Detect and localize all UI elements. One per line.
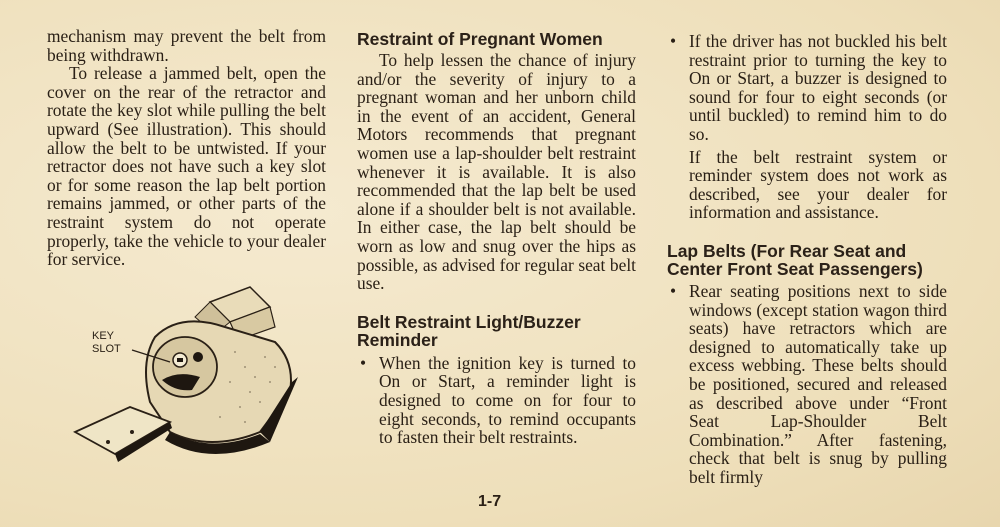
list-item	[667, 32, 947, 144]
bullet-text-light: When the ignition key is turned to On or Start, a reminder light is designed to come on for four to eight seconds, to remind occupants to fasten their belt restraints.	[379, 352, 636, 448]
page-number: 1-7	[478, 493, 502, 510]
bullet-text-buzzer: If the driver has not buckled his belt restraint prior to turning the key to On or Start, a buzzer is designed to sound for four to eight seconds (or until buckled) to remind him to do so.	[689, 31, 947, 144]
column-left	[47, 27, 326, 269]
column-right	[667, 32, 947, 486]
key-label: KEY	[92, 330, 115, 342]
list-item	[357, 354, 636, 447]
list-item	[667, 282, 947, 487]
heading-pregnant-women: Restraint of Pregnant Women	[357, 29, 603, 49]
retractor-illustration	[60, 282, 310, 472]
bullet-list-buzzer	[667, 32, 947, 144]
column-middle	[357, 30, 636, 447]
paragraph-see-dealer: If the belt restraint system or reminder system does not work as described, see your dealer for information and assistance.	[689, 146, 947, 223]
bullet-icon: •	[670, 31, 677, 51]
paragraph-pregnant-women: To help lessen the chance of injury and/or the severity of injury to a pregnant woman and her unborn child in the event of an accident, General Motors recommends that pregnant women use a lap-shoulder belt restraint whenever it is available. It is also recommended that the lap belt be used alone if a shoulder belt is not available. In either case, the lap belt should be worn as low and snug over the hips as possible, as advised for regular seat belt use.	[357, 50, 636, 294]
slot-label: SLOT	[92, 343, 121, 355]
heading-lap-belts: Lap Belts (For Rear Seat and Center Front Seat Passengers)	[667, 240, 923, 279]
paragraph-belt-withdrawn: mechanism may prevent the belt from being withdrawn.	[47, 26, 326, 65]
paragraph-release-jammed-belt: To release a jammed belt, open the cover on the rear of the retractor and rotate the key slot while pulling the belt upward (See illustration). This should allow the belt to be untwisted. If your retractor does not have such a key slot or for some reason the lap belt portion remains jammed, or other parts of the restraint system do not operate properly, take the vehicle to your dealer for service.	[47, 63, 326, 270]
bullet-list-lap-belts	[667, 282, 947, 487]
heading-buzzer-reminder: Belt Restraint Light/Buzzer Reminder	[357, 311, 581, 350]
bullet-icon: •	[670, 280, 677, 301]
bullet-list-reminder	[357, 354, 636, 447]
bullet-icon: •	[360, 352, 367, 373]
bullet-text-rear-seats: Rear seating positions next to side windows (except station wagon third seats) have retractors which are designed to automatically take up excess webbing. These belts should be positioned, secured and released as described above under “Front Seat Lap-Shoulder Belt Combination.” After fastening, check that belt is snug by pulling belt firmly	[689, 280, 947, 487]
